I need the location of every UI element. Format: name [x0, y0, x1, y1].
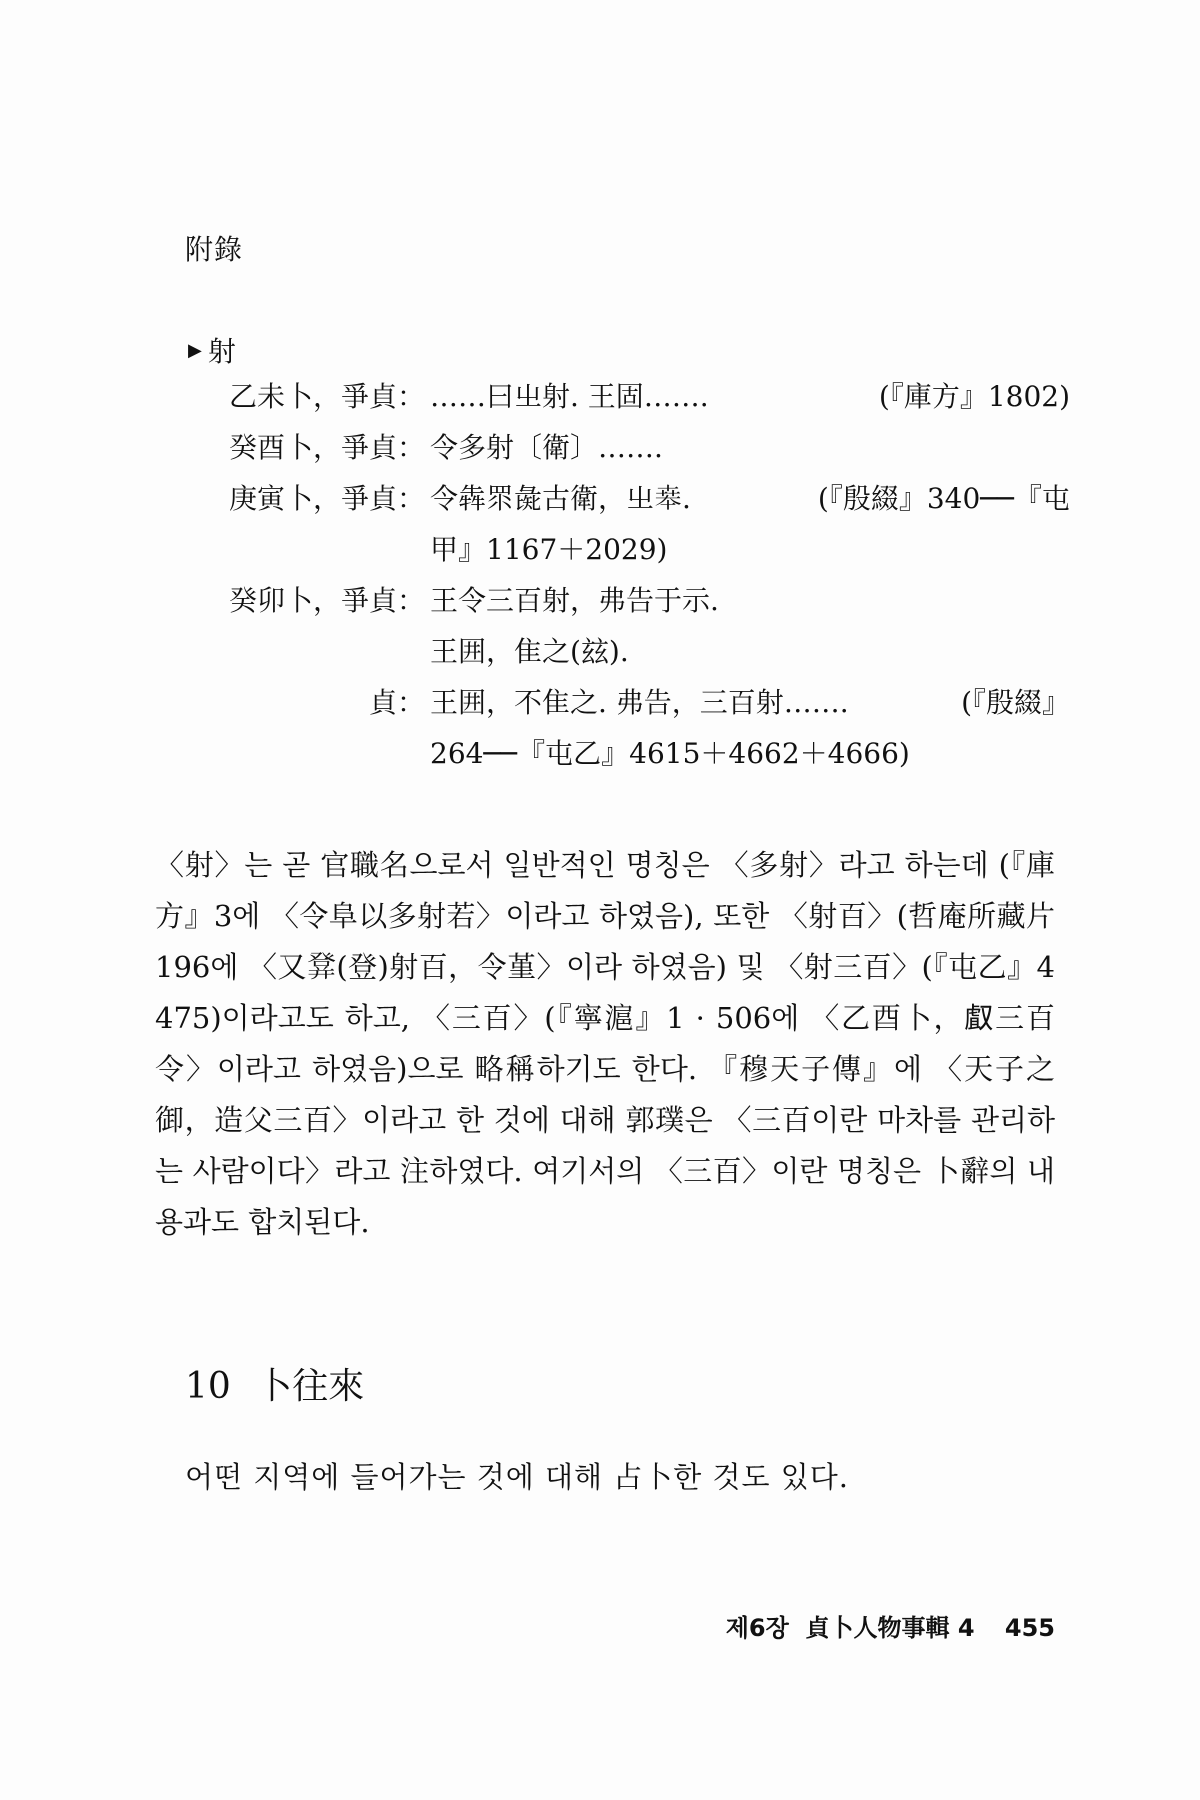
inscription-body: 令多射〔衛〕……. [430, 431, 663, 464]
inscription-body: 甲』1167＋2029) [430, 533, 668, 566]
inscription-row [210, 477, 1070, 528]
inscription-body: 王囲，隹之(玆). [430, 635, 629, 668]
inscription-prefix: 癸卯卜，爭貞： [228, 584, 425, 617]
running-head: 附錄 [185, 233, 244, 266]
inscription-prefix: 乙未卜，爭貞： [228, 380, 425, 413]
section-number: 10 [185, 1366, 231, 1407]
inscription-row [210, 528, 1070, 579]
page-number: 455 [1004, 1614, 1055, 1642]
page-footer [726, 1608, 1055, 1643]
inscription-body: 王囲，不隹之. 弗告，三百射……. [430, 686, 849, 719]
inscription-row [210, 426, 1070, 477]
section-intro-text: 어떤 지역에 들어가는 것에 대해 占卜한 것도 있다. [185, 1460, 849, 1494]
section-heading [185, 1358, 364, 1409]
inscription-row [210, 681, 1070, 732]
inscription-body: 王令三百射，弗告于示. [430, 584, 719, 617]
inscription-body: ……曰㞢射. 王固……. [430, 380, 709, 413]
triangle-marker-icon: ▶ [188, 339, 202, 361]
section-title: 卜往來 [256, 1366, 365, 1407]
inscription-body: 264──『屯乙』4615＋4662＋4666) [430, 737, 910, 770]
inscription-list [210, 375, 1070, 783]
inscription-body: 令犇眔彘古衛，㞢𠦪. [430, 482, 691, 515]
chapter-label: 제6장 貞卜人物事輯 4 [725, 1614, 975, 1642]
inscription-row [210, 630, 1070, 681]
inscription-ref: (『庫方』1802) [878, 380, 1070, 413]
inscription-ref: (『殷綴』340──『屯 [817, 482, 1070, 515]
inscription-prefix: 庚寅卜，爭貞： [228, 482, 425, 515]
inscription-prefix: 貞： [368, 686, 425, 719]
inscription-row [210, 375, 1070, 426]
inscription-row [210, 579, 1070, 630]
entry-heading [188, 330, 236, 370]
inscription-ref: (『殷綴』 [961, 686, 1070, 719]
commentary-paragraph: 〈射〉는 곧 官職名으로서 일반적인 명칭은 〈多射〉라고 하는데 (『庫方』3에 〈令阜以多射若〉이라고 하였음), 또한 〈射百〉(哲庵所藏片 196에 〈又𤼷(登)射百，令堇〉이라 하였음) 및 〈射三百〉(『屯乙』4475)이라고도 하고, 〈三百〉(『寧滬』1 · 506에 〈乙酉卜，𠭯三百令〉이라고 하였음)으로 略稱하기도 한다. 『穆天子傳』에 〈天子之御，造父三百〉이라고 한 것에 대해 郭璞은 〈三百이란 마차를 관리하는 사람이다〉라고 注하였다. 여기서의 〈三百〉이란 명칭은 卜辭의 내용과도 합치된다. [155, 848, 1055, 1239]
inscription-prefix: 癸酉卜，爭貞： [228, 431, 425, 464]
inscription-row [210, 732, 1070, 783]
entry-title: 射 [207, 335, 236, 368]
